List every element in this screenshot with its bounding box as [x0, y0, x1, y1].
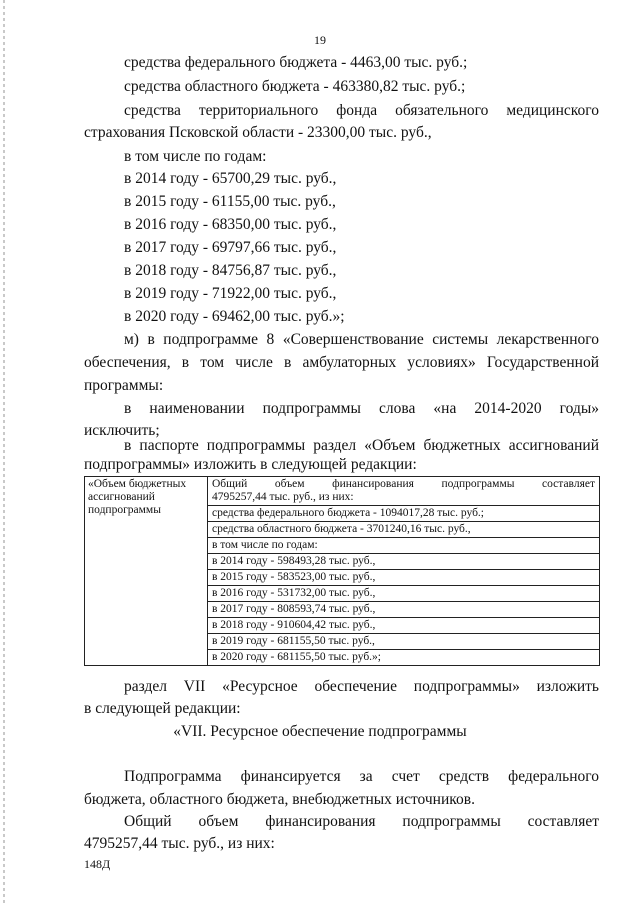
table-row: в том числе по годам: — [208, 538, 600, 554]
by-years-label: в том числе по годам: — [124, 148, 267, 165]
table-row: в 2014 году - 598493,28 тыс. руб., — [208, 554, 600, 570]
item-m-line-2: обеспечения, в том числе в амбулаторных условиях» Государственной — [84, 354, 599, 371]
table-row: в 2019 году - 681155,50 тыс. руб., — [208, 634, 600, 650]
table-head-line-2: 4795257,44 тыс. руб., из них: — [212, 491, 354, 503]
table-row: средства областного бюджета - 3701240,16 тыс. руб., — [208, 522, 600, 538]
table-row: в 2015 году - 583523,00 тыс. руб., — [208, 570, 600, 586]
page-number: 19 — [314, 33, 326, 47]
left-cell-line: подпрограммы — [88, 504, 161, 516]
year-line: в 2014 году - 65700,29 тыс. руб., — [124, 170, 337, 187]
section7-line-1: раздел VII «Ресурсное обеспечение подпрограммы» изложить — [124, 678, 599, 695]
document-code: 148Д — [84, 857, 111, 871]
table-head-line-1: Общий объем финансирования подпрограммы составляет — [212, 478, 595, 490]
passport-line-2: подпрограммы» изложить в следующей редакции: — [84, 456, 417, 473]
table-left-cell — [85, 477, 208, 666]
table-row — [208, 477, 600, 506]
year-line: в 2019 году - 71922,00 тыс. руб., — [124, 285, 337, 302]
year-line: в 2016 году - 68350,00 тыс. руб., — [124, 216, 337, 233]
year-line: в 2015 году - 61155,00 тыс. руб., — [124, 193, 336, 210]
regional-budget-line: средства областного бюджета - 463380,82 тыс. руб.; — [124, 78, 466, 95]
table-row: в 2018 году - 910604,42 тыс. руб., — [208, 618, 600, 634]
table-row: в 2017 году - 808593,74 тыс. руб., — [208, 602, 600, 618]
financing-line-1: Подпрограмма финансируется за счет средств федерального — [124, 768, 599, 785]
year-line: в 2020 году - 69462,00 тыс. руб.»; — [124, 308, 345, 325]
left-cell-line: «Объем бюджетных — [88, 478, 187, 490]
table-row: в 2016 году - 531732,00 тыс. руб., — [208, 586, 600, 602]
item-m-line-3: программы: — [84, 377, 164, 394]
total-line-1: Общий объем финансирования подпрограммы составляет — [124, 813, 599, 830]
financing-line-2: бюджета, областного бюджета, внебюджетных источников. — [84, 791, 475, 808]
tfoms-line-1: средства территориального фонда обязательного медицинского — [124, 102, 599, 119]
table-row: в 2020 году - 681155,50 тыс. руб.»; — [208, 650, 600, 666]
table-row: средства федерального бюджета - 1094017,28 тыс. руб.; — [208, 506, 600, 522]
left-cell-line: ассигнований — [88, 491, 155, 503]
federal-budget-line: средства федерального бюджета - 4463,00 тыс. руб.; — [124, 54, 468, 71]
year-line: в 2018 году - 84756,87 тыс. руб., — [124, 262, 337, 279]
item-m-line-1: м) в подпрограмме 8 «Совершенствование системы лекарственного — [124, 331, 599, 348]
section7-line-2: в следующей редакции: — [84, 700, 241, 717]
year-line: в 2017 году - 69797,66 тыс. руб., — [124, 239, 337, 256]
section-heading: «VII. Ресурсное обеспечение подпрограммы — [173, 723, 467, 740]
budget-allocation-table — [84, 476, 600, 666]
passport-line-1: в паспорте подпрограммы раздел «Объем бюджетных ассигнований — [124, 437, 599, 454]
exclude-line-2: исключить; — [84, 422, 160, 439]
exclude-line-1: в наименовании подпрограммы слова «на 2014-2020 годы» — [124, 400, 599, 417]
scan-edge-artifact — [3, 0, 5, 905]
total-line-2: 4795257,44 тыс. руб., из них: — [84, 835, 275, 852]
tfoms-line-2: страхования Псковской области - 23300,00 тыс. руб., — [84, 124, 432, 141]
